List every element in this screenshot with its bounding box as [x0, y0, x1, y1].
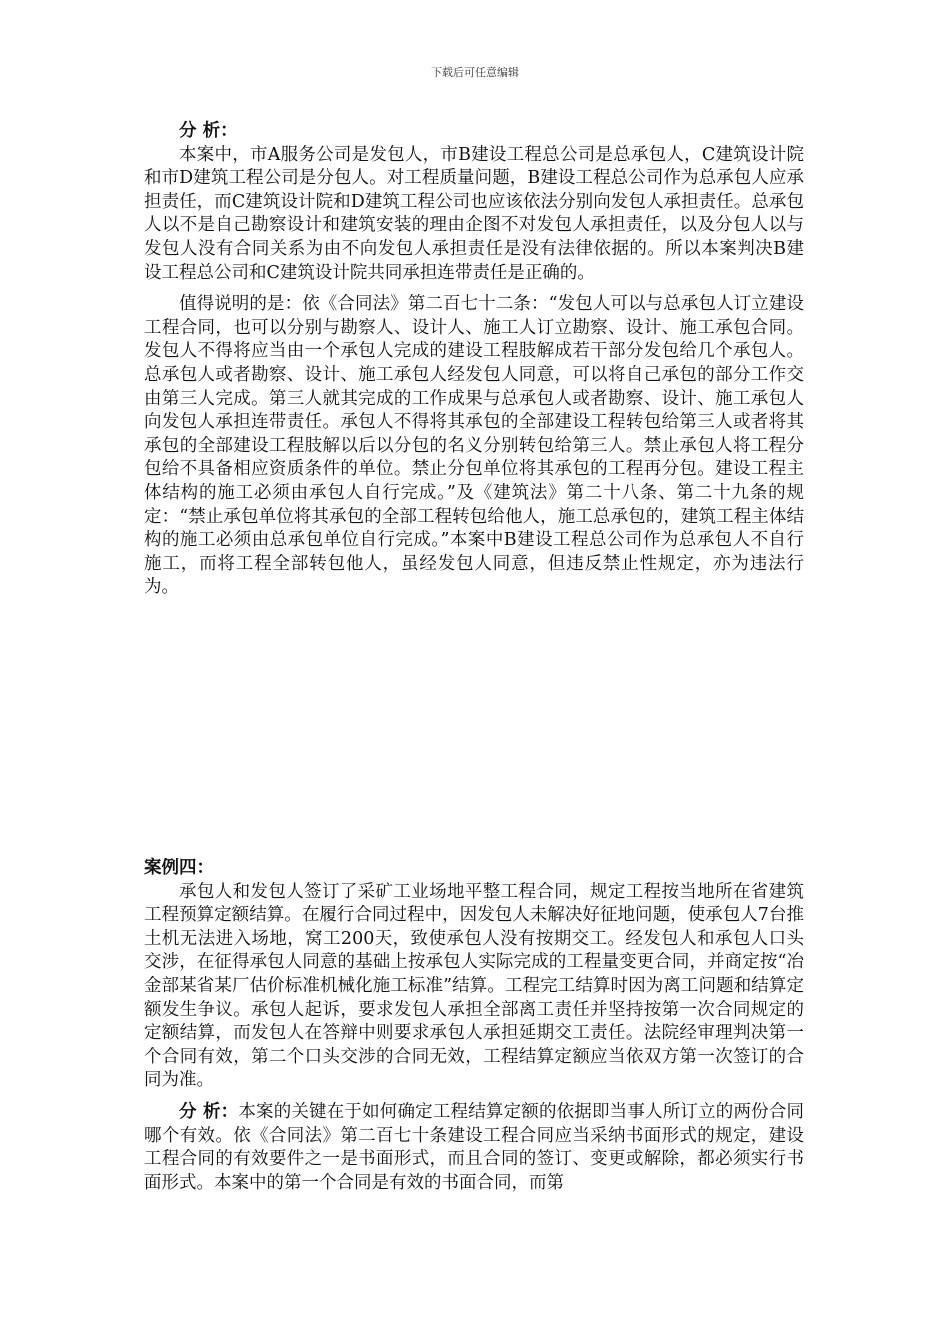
page-header: 下载后可任意编辑	[431, 66, 519, 79]
analysis-paragraph-1: 本案中，市A服务公司是发包人，市B建设工程总公司是总承包人，C建筑设计院和市D建筑工程公司是分包人。对工程质量问题，B建设工程总公司作为总承包人应承担责任，而C建筑设计院和D建筑工程公司也应该依法分别向发包人承担责任。总承包人以不是自己勘察设计和建筑安装的理由企图不对发包人承担责任，以及分包人以与发包人没有合同关系为由不向发包人承担责任是没有法律依据的。所以本案判决B建设工程总公司和C建筑设计院共同承担连带责任是正确的。	[144, 144, 804, 283]
analysis-paragraph-2: 值得说明的是：依《合同法》第二百七十二条：“发包人可以与总承包人订立建设工程合同，也可以分别与勘察人、设计人、施工人订立勘察、设计、施工承包合同。发包人不得将应当由一个承包人完成的建设工程肢解成若干部分发包给几个承包人。总承包人或者勘察、设计、施工承包人经发包人同意，可以将自己承包的部分工作交由第三人完成。第三人就其完成的工作成果与总承包人或者勘察、设计、施工承包人向发包人承担连带责任。承包人不得将其承包的全部建设工程转包给第三人或者将其承包的全部建设工程肢解以后以分包的名义分别转包给第三人。禁止承包人将工程分包给不具备相应资质条件的单位。禁止分包单位将其承包的工程再分包。建设工程主体结构的施工必须由承包人自行完成。”及《建筑法》第二十八条、第二十九条的规定：“禁止承包单位将其承包的全部工程转包给他人，施工总承包的，建筑工程主体结构的施工必须由总承包单位自行完成。”本案中B建设工程总公司作为总承包人不自行施工，而将工程全部转包他人，虽经发包人同意，但违反禁止性规定，亦为违法行为。	[144, 294, 804, 598]
case-analysis-label: 分 析：	[179, 1101, 239, 1122]
analysis-heading: 分 析：	[179, 121, 238, 141]
section-analysis-1	[144, 120, 804, 600]
case-paragraph-1: 承包人和发包人签订了采矿工业场地平整工程合同，规定工程按当地所在省建筑工程预算定额结算。在履行合同过程中，因发包人未解决好征地问题，使承包人7台推土机无法进入场地，窝工200天，致使承包人没有按期交工。经发包人和承包人口头交涉，在征得承包人同意的基础上按承包人实际完成的工程量变更合同，并商定按“冶金部某省某厂估价标准机械化施工标准”结算。工程完工结算时因为离工问题和结算定额发生争议。承包人起诉，要求发包人承担全部离工责任并坚持按第一次合同规定的定额结算，而发包人在答辩中则要求承包人承担延期交工责任。法院经审理判决第一个合同有效，第二个口头交涉的合同无效，工程结算定额应当依双方第一次签订的合同为准。	[144, 881, 804, 1091]
case-heading: 案例四：	[144, 858, 214, 878]
case-analysis-text: 本案的关键在于如何确定工程结算定额的依据即当事人所订立的两份合同哪个有效。依《合同法》第二百七十条建设工程合同应当采纳书面形式的规定，建设工程合同的有效要件之一是书面形式，而且合同的签订、变更或解除，都必须实行书面形式。本案中的第一个合同是有效的书面合同，而第	[144, 1101, 804, 1193]
section-case-4	[144, 857, 804, 1195]
case-analysis-paragraph	[144, 1101, 804, 1195]
